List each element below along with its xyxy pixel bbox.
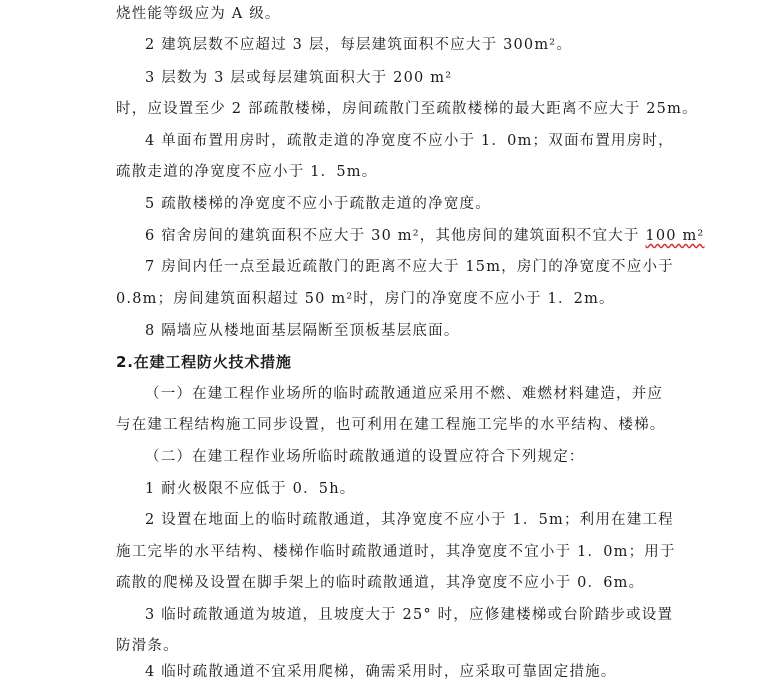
text-line-8-main: 6 宿舍房间的建筑面积不应大于 30 m²，其他房间的建筑面积不宜大于 [145,228,640,244]
text-line-1: 烧性能等级应为 A 级。 [116,6,281,22]
text-line-6: 疏散走道的净宽度不应小于 1．5m。 [116,164,378,180]
text-line-3: 3 层数为 3 层或每层建筑面积大于 200 m² [145,70,453,86]
text-line-20: 3 临时疏散通道为坡道，且坡度大于 25° 时，应修建楼梯或台阶踏步或设置 [145,607,674,623]
text-line-2: 2 建筑层数不应超过 3 层，每层建筑面积不应大于 300m²。 [145,37,573,53]
text-line-9: 7 房间内任一点至最近疏散门的距离不应大于 15m，房门的净宽度不应小于 [145,259,674,275]
section-heading: 2.在建工程防火技术措施 [116,353,292,371]
text-line-19: 疏散的爬梯及设置在脚手架上的临时疏散通道，其净宽度不应小于 0．6m。 [116,575,645,591]
text-line-7: 5 疏散楼梯的净宽度不应小于疏散走道的净宽度。 [145,196,491,212]
text-line-17: 2 设置在地面上的临时疏散通道，其净宽度不应小于 1．5m；利用在建工程 [145,512,674,528]
text-line-13: （一）在建工程作业场所的临时疏散通道应采用不燃、难燃材料建造，并应 [145,386,664,402]
text-line-11: 8 隔墙应从楼地面基层隔断至顶板基层底面。 [145,323,460,339]
text-line-10: 0.8m；房间建筑面积超过 50 m²时，房门的净宽度不应小于 1．2m。 [116,291,615,307]
text-line-21: 防滑条。 [116,638,179,654]
text-line-15: （二）在建工程作业场所临时疏散通道的设置应符合下列规定： [145,449,585,465]
text-line-18: 施工完毕的水平结构、楼梯作临时疏散通道时，其净宽度不宜小于 1．0m；用于 [116,544,676,560]
text-line-14: 与在建工程结构施工同步设置，也可利用在建工程施工完毕的水平结构、楼梯。 [116,417,666,433]
text-line-8 [0,222,781,250]
text-line-22: 4 临时疏散通道不宜采用爬梯，确需采用时，应采取可靠固定措施。 [145,664,617,680]
text-line-4: 时，应设置至少 2 部疏散楼梯，房间疏散门至疏散楼梯的最大距离不应大于 25m。 [116,101,698,117]
text-line-16: 1 耐火极限不应低于 0．5h。 [145,481,356,497]
text-line-5: 4 单面布置用房时，疏散走道的净宽度不应小于 1．0m；双面布置用房时， [145,133,674,149]
spellcheck-underlined-text: 100 m² [645,228,705,244]
